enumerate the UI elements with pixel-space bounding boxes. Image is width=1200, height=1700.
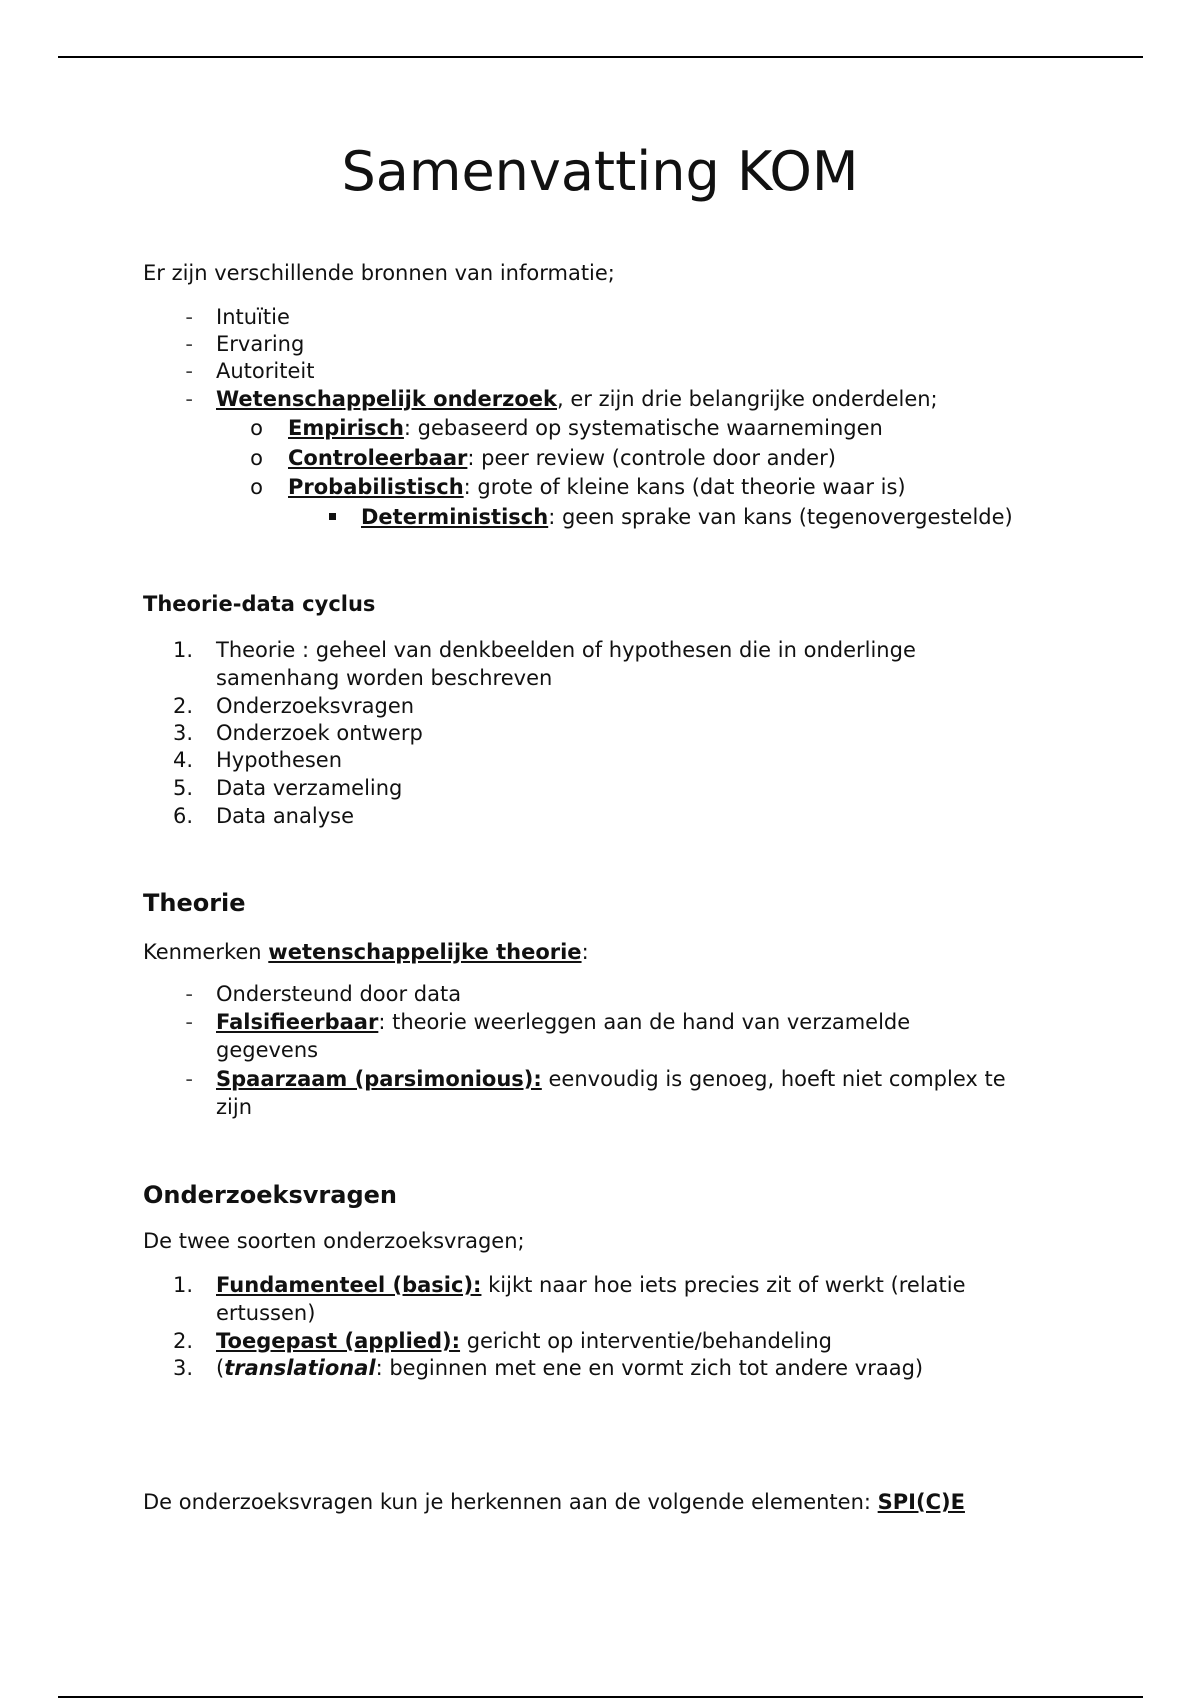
term-description: : beginnen met ene en vormt zich tot andere vraag) (375, 1356, 924, 1380)
list-item (143, 444, 1103, 472)
dash-marker: - (185, 305, 193, 329)
cycle-item-text: Theorie : geheel van denkbeelden of hypothesen die in onderlinge (216, 638, 916, 662)
list-number: 2. (172, 694, 193, 718)
list-item (143, 473, 1103, 501)
section-heading-onderzoeksvragen: Onderzoeksvragen (143, 1181, 397, 1209)
term-probabilistisch: Probabilistisch (288, 475, 464, 499)
list-item (143, 802, 1103, 830)
list-item (143, 1008, 1103, 1064)
cycle-item-text: Hypothesen (216, 748, 343, 772)
closing-text (143, 1488, 965, 1516)
closing-sentence: De onderzoeksvragen kun je herkennen aan de volgende elementen: (143, 1490, 878, 1514)
term-deterministisch: Deterministisch (361, 505, 549, 529)
list-number: 1. (172, 638, 193, 662)
intro-prefix: Kenmerken (143, 940, 269, 964)
source-autoriteit: Autoriteit (216, 359, 315, 383)
source-wetenschap (216, 385, 1103, 413)
term-description: : gebaseerd op systematische waarnemingen (403, 416, 883, 440)
term-empirisch: Empirisch (288, 416, 404, 440)
circle-marker: o (250, 475, 263, 499)
list-number: 6. (172, 804, 193, 828)
cycle-item-text-cont: samenhang worden beschreven (216, 666, 553, 690)
list-item (143, 1327, 1103, 1355)
term-description-cont: zijn (216, 1095, 253, 1119)
list-item (143, 980, 1103, 1008)
term-description: : geen sprake van kans (tegenovergestelde) (548, 505, 1013, 529)
circle-marker: o (250, 446, 263, 470)
list-item (143, 414, 1103, 442)
list-item (143, 357, 1103, 385)
cycle-item-text: Data verzameling (216, 776, 403, 800)
section-heading-theorie: Theorie (143, 889, 246, 917)
term-wetenschappelijke-theorie: wetenschappelijke theorie (268, 940, 582, 964)
list-item (143, 746, 1103, 774)
list-item (143, 330, 1103, 358)
dash-marker: - (185, 359, 193, 383)
term-controleerbaar: Controleerbaar (288, 446, 468, 470)
list-item (143, 1271, 1103, 1327)
list-number: 4. (172, 748, 193, 772)
term-toegepast: Toegepast (applied): (216, 1329, 461, 1353)
term-translational: translational (224, 1356, 376, 1380)
term-spaarzaam: Spaarzaam (parsimonious): (216, 1067, 542, 1091)
list-item (143, 1354, 1103, 1382)
bottom-rule (58, 1696, 1143, 1698)
section-heading-cyclus: Theorie-data cyclus (143, 592, 376, 616)
cycle-item-text: Data analyse (216, 804, 354, 828)
term-description: , er zijn drie belangrijke onderdelen; (557, 387, 938, 411)
theorie-intro (143, 938, 589, 966)
cycle-item-text: Onderzoek ontwerp (216, 721, 423, 745)
source-ervaring: Ervaring (216, 332, 305, 356)
list-number: 1. (172, 1273, 193, 1297)
term-description: kijkt naar hoe iets precies zit of werkt (relatie (481, 1273, 966, 1297)
list-item (143, 503, 1103, 531)
term-falsifieerbaar: Falsifieerbaar (216, 1010, 379, 1034)
term-wetenschappelijk-onderzoek: Wetenschappelijk onderzoek (216, 387, 558, 411)
list-item (143, 692, 1103, 720)
list-number: 5. (172, 776, 193, 800)
intro-text: Er zijn verschillende bronnen van informatie; (143, 261, 615, 285)
vragen-intro: De twee soorten onderzoeksvragen; (143, 1229, 525, 1253)
list-item (143, 774, 1103, 802)
term-description: : theorie weerleggen aan de hand van verzamelde (378, 1010, 911, 1034)
top-rule (58, 56, 1143, 58)
term-fundamenteel: Fundamenteel (basic): (216, 1273, 482, 1297)
list-item (143, 1065, 1103, 1121)
list-number: 3. (172, 1356, 193, 1380)
term-description: eenvoudig is genoeg, hoeft niet complex te (541, 1067, 1006, 1091)
square-bullet-icon (288, 503, 336, 531)
dash-marker: - (185, 1067, 193, 1091)
term-description-cont: ertussen) (216, 1301, 316, 1325)
term-spice: SPI(C)E (877, 1490, 965, 1514)
dash-marker: - (185, 387, 193, 411)
list-number: 2. (172, 1329, 193, 1353)
dash-marker: - (185, 1010, 193, 1034)
list-item (143, 636, 1103, 692)
paren-open: ( (216, 1356, 225, 1380)
term-description: : peer review (controle door ander) (467, 446, 836, 470)
list-number: 3. (172, 721, 193, 745)
term-description-cont: gegevens (216, 1038, 319, 1062)
term-description: gericht op interventie/behandeling (460, 1329, 833, 1353)
cycle-item-text: Onderzoeksvragen (216, 694, 415, 718)
list-item (143, 719, 1103, 747)
source-intuitie: Intuïtie (216, 305, 290, 329)
term-description: : grote of kleine kans (dat theorie waar is) (463, 475, 906, 499)
dash-marker: - (185, 332, 193, 356)
intro-suffix: : (581, 940, 589, 964)
circle-marker: o (250, 416, 263, 440)
dash-marker: - (185, 982, 193, 1006)
list-item (143, 385, 1103, 413)
page-title: Samenvatting KOM (341, 140, 859, 203)
list-item (143, 303, 1103, 331)
theorie-item-text: Ondersteund door data (216, 982, 462, 1006)
